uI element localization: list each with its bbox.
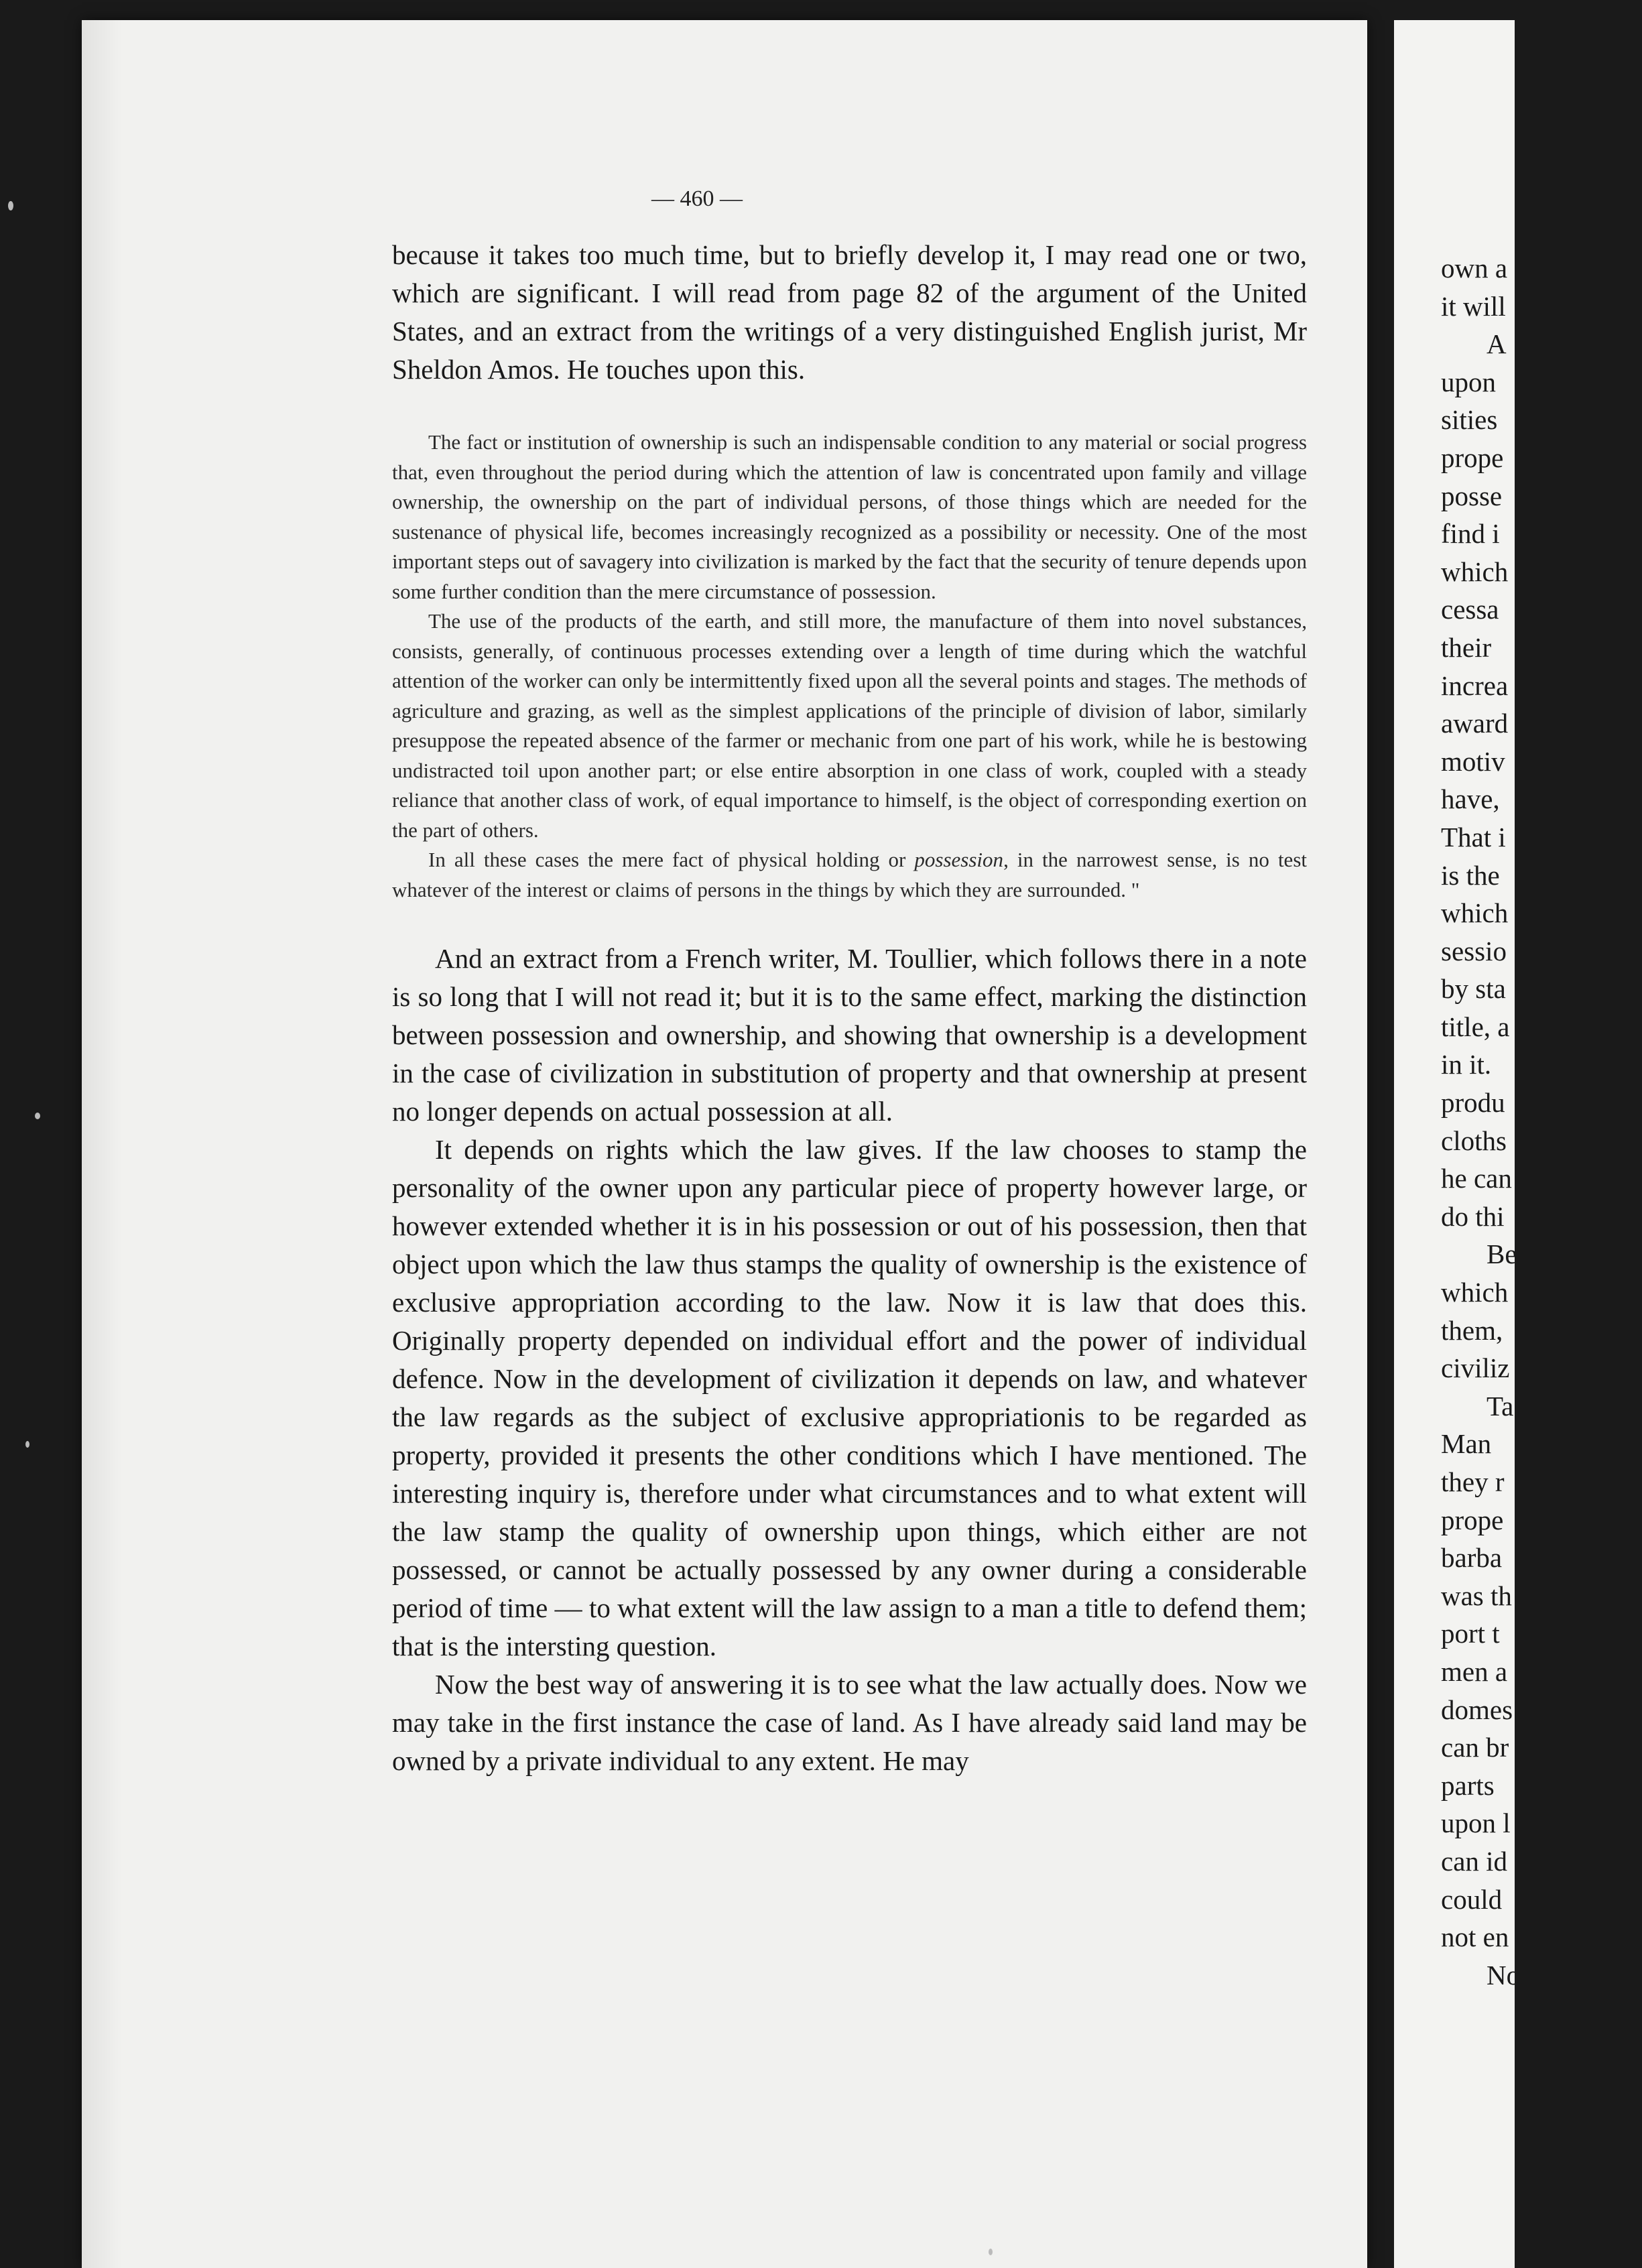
block-quote <box>392 428 1307 905</box>
right-line: Man <box>1441 1428 1492 1460</box>
right-line: Be <box>1487 1239 1517 1270</box>
right-line: award <box>1441 708 1509 739</box>
right-line: have, <box>1441 783 1500 815</box>
right-line: prope <box>1441 442 1504 473</box>
right-line: he can <box>1441 1163 1512 1194</box>
quote-text: In all these cases the mere fact of physical holding or <box>428 848 915 871</box>
right-line: them, <box>1441 1314 1503 1346</box>
scan-dust-mark <box>35 1113 40 1119</box>
right-line: which <box>1441 556 1509 587</box>
right-line: motiv <box>1441 745 1505 777</box>
right-line: No <box>1487 1959 1521 1991</box>
quote-paragraph-last <box>392 845 1307 905</box>
right-line: civiliz <box>1441 1352 1510 1384</box>
right-line: port t <box>1441 1618 1500 1649</box>
quote-text: , in the narrowest sense, is no test whatever of the interest or claims of persons in the things by which they are surrounded. " <box>392 848 1307 901</box>
body-paragraph: Now the best way of answering it is to see what the law actually does. Now we may take in the first instance the case of land. As I have already said land may be owned by a private individual to any extent. He may <box>392 1669 1307 1776</box>
right-line: own a <box>1441 253 1508 284</box>
right-line: is the <box>1441 859 1500 891</box>
right-line: could <box>1441 1883 1503 1915</box>
quote-italic-word: possession <box>914 848 1004 871</box>
right-line: sities <box>1441 404 1498 436</box>
right-line: That i <box>1441 821 1506 853</box>
quote-paragraph: The fact or institution of ownership is such an indispensable condition to any material or social progress that, even throughout the period during which the attention of law is concentrated upon family and village ownership, the ownership on the part of individual persons, of those things which are needed for the sustenance of physical life, becomes increasingly recognized as a possibility or necessity. One of the most important steps out of savagery into civilization is marked by the fact that the security of tenure depends upon some further condition than the mere circumstance of possession. <box>392 430 1307 603</box>
right-line: in it. <box>1441 1049 1492 1080</box>
right-line: Ta <box>1487 1390 1514 1422</box>
right-line: do thi <box>1441 1200 1505 1232</box>
right-line: it will <box>1441 290 1506 322</box>
right-line: their <box>1441 631 1492 663</box>
body-section <box>392 940 1307 1780</box>
opening-paragraph: because it takes too much time, but to briefly develop it, I may read one or two, which are significant. I will read from page 82 of the argument of the United States, and an extract from the writings of a very distinguished English jurist, Mr Sheldon Amos. He touches upon this. <box>392 239 1307 385</box>
right-line: by sta <box>1441 973 1506 1005</box>
right-line: which <box>1441 897 1509 929</box>
right-line: men a <box>1441 1655 1508 1687</box>
right-line: find i <box>1441 518 1500 550</box>
page-number: — 460 — <box>651 186 743 211</box>
right-line: upon <box>1441 366 1496 397</box>
right-line: not en <box>1441 1922 1509 1953</box>
main-text-column <box>392 236 1307 1780</box>
right-line: domes <box>1441 1694 1513 1725</box>
body-paragraph: It depends on rights which the law gives. If the law chooses to stamp the personality of the owner upon any particular piece of property however large, or however extended whether it is in his possession or out of his possession, then that object upon which the law thus stamps the quality of ownership is the existence of exclusive appropriation according to the law. Now it is law that does this. Originally property depended on individual effort and the power of individual defence. Now in the development of civilization it depends on law, and whatever the law regards as the subject of exclusive appropriationis to be regarded as property, provided it presents the other conditions which I have mentioned. The interesting inquiry is, therefore under what circumstances and to what extent will the law stamp the quality of ownership upon things, which either are not possessed, or cannot be actually possessed by any owner during a considerable period of time — to what extent will the law assign to a man a title to defend them; that is the intersting question. <box>392 1134 1307 1661</box>
right-line: can br <box>1441 1732 1509 1763</box>
quote-paragraph: The use of the products of the earth, and still more, the manufacture of them into novel substances, consists, generally, of continuous processes extending over a length of time during which the watchful attention of the worker can only be intermittently fixed upon all the several points and stages. The methods of agriculture and grazing, as well as the simplest applications of the principle of division of labor, similarly presuppose the repeated absence of the farmer or mechanic from one part of his work, while he is bestowing undistracted toil upon another part; or else entire absorption in one class of work, coupled with a steady reliance that another class of work, of equal importance to himself, is the object of corresponding exertion on the part of others. <box>392 609 1307 842</box>
right-line: upon l <box>1441 1808 1511 1839</box>
right-line: parts <box>1441 1769 1495 1801</box>
right-line: was th <box>1441 1580 1512 1611</box>
right-line: prope <box>1441 1504 1504 1535</box>
scan-dust-mark <box>8 201 13 210</box>
right-line: cloths <box>1441 1125 1507 1156</box>
right-line: barba <box>1441 1542 1503 1574</box>
page-gutter-shadow <box>82 20 122 2268</box>
scan-dust-mark <box>25 1441 29 1448</box>
right-line: which <box>1441 1277 1509 1308</box>
right-line: they r <box>1441 1466 1505 1497</box>
right-line: cessa <box>1441 594 1499 625</box>
scan-dust-mark <box>989 2249 993 2255</box>
right-line: increa <box>1441 670 1509 701</box>
right-line: posse <box>1441 480 1503 511</box>
right-line: title, a <box>1441 1011 1510 1042</box>
right-line: produ <box>1441 1087 1505 1119</box>
right-page-text-fragments <box>1441 249 1642 1994</box>
opening-section <box>392 236 1307 389</box>
right-line: sessio <box>1441 935 1507 966</box>
right-line: A <box>1487 328 1507 360</box>
right-line: can id <box>1441 1845 1508 1877</box>
body-paragraph: And an extract from a French writer, M. Toullier, which follows there in a note is so long that I will not read it; but it is to the same effect, marking the distinction between possession and ownership, and showing that ownership is a development in the case of civilization in substitution of property and that ownership at present no longer depends on actual possession at all. <box>392 943 1307 1127</box>
